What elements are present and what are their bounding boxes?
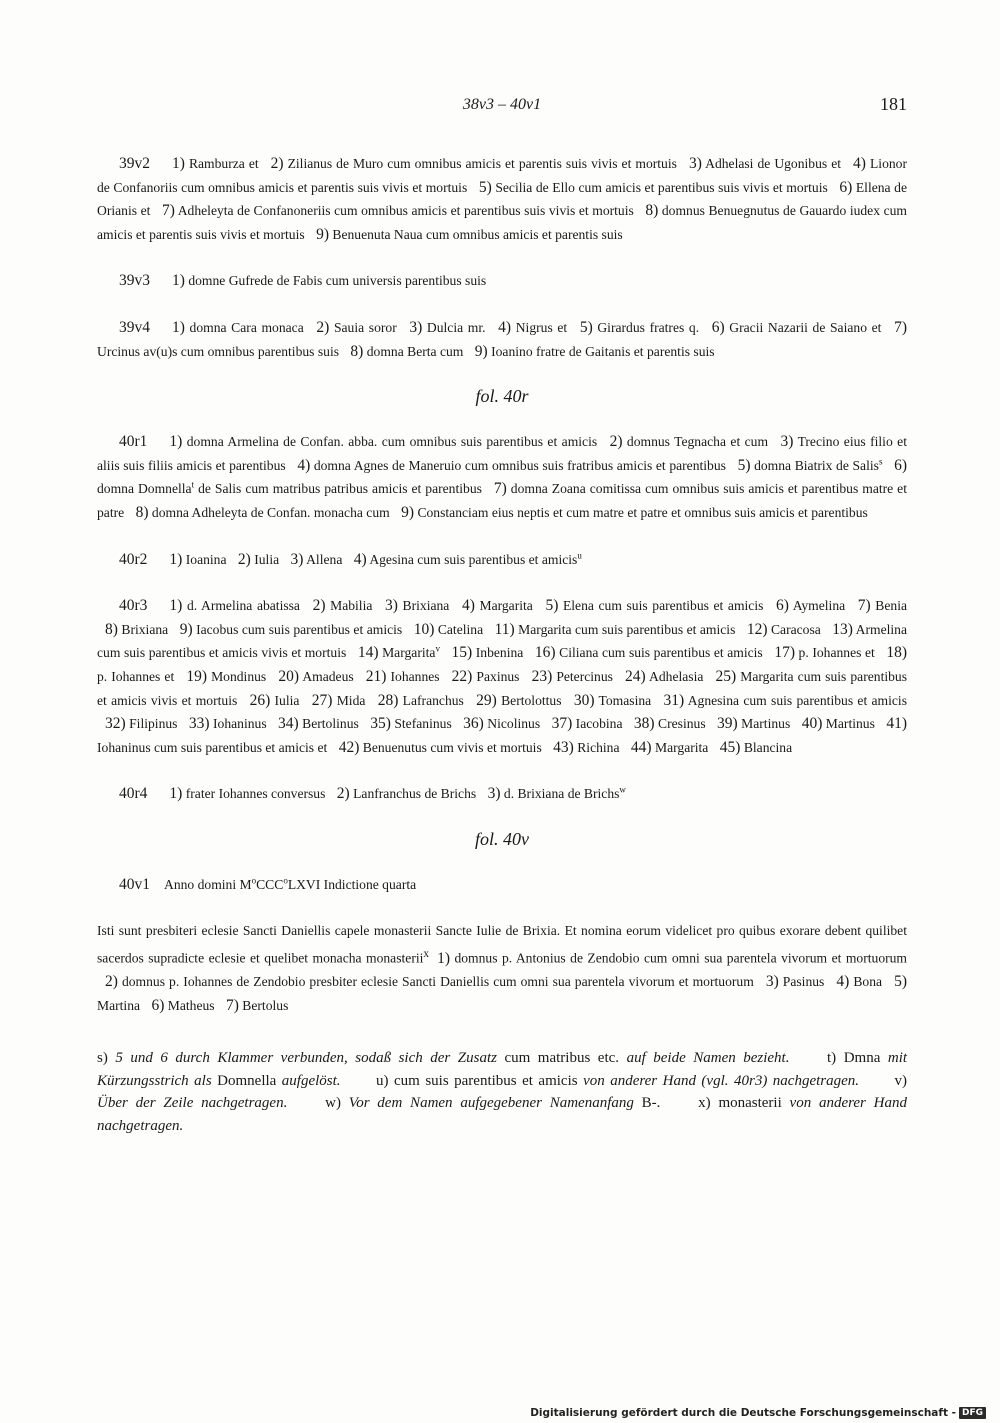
item-number: 2)	[609, 433, 623, 451]
item-text: Bona	[849, 974, 887, 990]
item-number: 3)	[487, 785, 501, 803]
item-number: 18)	[886, 644, 908, 662]
entry-id: 40r1	[119, 433, 148, 451]
item-number: 23)	[531, 667, 553, 685]
item-text: Iulia	[270, 692, 304, 708]
item-text: Elena cum suis parentibus et amicis	[558, 598, 769, 614]
item-number: 7)	[894, 318, 907, 336]
entry	[97, 152, 907, 246]
item-text-tail	[440, 645, 444, 660]
item-number: 7)	[857, 597, 871, 615]
item-text: Margarita	[474, 598, 538, 614]
item-number: 8)	[105, 620, 118, 638]
item-number: 4)	[297, 456, 311, 474]
item-number: 43)	[553, 738, 574, 756]
item-number: 7)	[225, 996, 239, 1014]
item-number: 15)	[451, 644, 473, 662]
item-text: Petercinus	[552, 668, 618, 684]
entry	[97, 430, 907, 524]
footnote-comment: Über der Zeile nachgetragen.	[97, 1095, 288, 1112]
item-text: Adhelasi de Ugonibus et	[701, 156, 846, 171]
footnote-ref: t	[191, 479, 195, 490]
document-page	[97, 92, 907, 1137]
item-text: domna Adheleyta de Confan. monacha cum	[148, 504, 394, 520]
item-number: 2)	[316, 318, 330, 336]
item-number: 40)	[801, 715, 823, 733]
item-text: Ioanino fratre de Gaitanis et parentis suis	[487, 343, 715, 359]
item-text: Benia	[870, 598, 908, 614]
item-text: Armelina cum suis parentibus et amicis vivis et mortuis	[97, 621, 908, 661]
item-text: Aymelina	[788, 598, 850, 614]
item-number: 36)	[463, 715, 484, 733]
item-number: 42)	[338, 738, 360, 756]
item-text: Allena	[303, 551, 346, 567]
footnote-label: s)	[97, 1050, 108, 1067]
running-title: 38v3 – 40v1	[462, 96, 542, 113]
item-text: Ioanina	[182, 551, 230, 567]
item-text: Margarita cum suis parentibus et amicis vivis et mortuis	[97, 668, 908, 708]
item-text: Lanfranchus de Brichs	[349, 786, 480, 802]
page-header	[97, 92, 907, 122]
item-text: p. Iohannes et	[794, 645, 879, 661]
item-text: Benuenuta Naua cum omnibus amicis et parentis suis	[328, 226, 623, 242]
item-text: domnus Benuegnutus de Gauardo iudex cum amicis et parentis suis vivis et mortuis	[97, 203, 907, 242]
footnote-comment: mit Kürzungsstrich als	[97, 1050, 908, 1089]
item-number: 32)	[105, 715, 126, 733]
item-number: 34)	[278, 715, 299, 733]
credit-text: Digitalisierung gefördert durch die Deutsche Forschungsgemeinschaft -	[530, 1407, 956, 1419]
item-number: 38)	[633, 715, 655, 733]
item-text: Amadeus	[298, 668, 358, 684]
entry	[97, 316, 907, 363]
item-text: Blancina	[740, 739, 793, 755]
item-text: Matheus	[164, 997, 218, 1013]
item-number: 1)	[172, 272, 185, 290]
item-text: Paxinus	[472, 668, 524, 684]
entry-40v1	[97, 873, 907, 897]
item-text: Inbenina	[472, 645, 527, 661]
presbiteri-paragraph	[97, 919, 907, 1017]
item-number: 22)	[451, 667, 473, 685]
item-text: Bertolinus	[298, 716, 363, 732]
item-number: 6)	[894, 456, 907, 474]
item-text: Filipinus	[125, 716, 181, 732]
footnote-ref: u	[577, 550, 582, 560]
item-number: 6)	[711, 318, 725, 336]
item-number: 2)	[270, 155, 284, 172]
dfg-logo-icon: DFG	[959, 1407, 986, 1419]
item-text: Mondinus	[207, 668, 271, 684]
item-text: Agesina cum suis parentibus et amicis	[366, 551, 578, 567]
item-text: Martina	[97, 997, 144, 1013]
item-number: 2)	[312, 597, 326, 615]
footnote-comment: Vor dem Namen aufgegebener Namenanfang	[348, 1095, 634, 1112]
item-text: Cresinus	[654, 716, 710, 732]
item-text: domna Armelina de Confan. abba. cum omnibus suis parentibus et amicis	[182, 434, 602, 450]
item-number: 14)	[357, 644, 379, 662]
item-text: Benuenutus cum vivis et mortuis	[359, 739, 546, 755]
entries-40r	[97, 430, 907, 806]
item-number: 28)	[377, 691, 399, 709]
item-text: Adhelasia	[645, 668, 708, 684]
item-number: 4)	[461, 597, 475, 615]
item-text: Margarita	[651, 739, 712, 755]
item-number: 35)	[370, 715, 391, 733]
item-text: Martinus	[737, 716, 794, 732]
item-text: Bertolottus	[496, 692, 566, 708]
footnote-quote: Domnella	[217, 1072, 277, 1089]
item-number: 1)	[169, 550, 183, 568]
folio-heading-40v: fol. 40v	[475, 828, 529, 849]
entry-id: 39v3	[119, 272, 150, 290]
footnote-label: w)	[325, 1095, 341, 1112]
entry-text: Anno domini $M^oCCC^oLXVI$ Indictione quarta	[164, 875, 417, 892]
folio-heading-40r: fol. 40r	[475, 386, 529, 407]
footnote-ref: x	[423, 948, 430, 961]
item-text: Bertolus	[238, 997, 289, 1013]
item-text: Iulia	[250, 551, 283, 567]
entry-id: 39v4	[119, 318, 150, 336]
item-number: 9)	[401, 503, 415, 521]
item-text: Trecino eius filio et aliis suis filiis amicis et parentibus	[97, 434, 907, 473]
item-text: domna Agnes de Maneruio cum omnibus suis fratribus amicis et parentibus	[310, 457, 730, 473]
item-number: 37)	[551, 715, 573, 733]
dfg-credit	[530, 1407, 986, 1419]
entry-id: 39v2	[119, 155, 150, 172]
item-text: Pasinus	[778, 974, 829, 990]
item-text: Brixiana	[117, 621, 172, 637]
item-text: Iohaninus	[209, 716, 271, 732]
entry-id: 40r4	[119, 785, 148, 803]
footnote-comment: 5 und 6 durch Klammer verbunden, sodaß sich der Zusatz	[115, 1050, 497, 1067]
item-number: 8)	[350, 342, 364, 360]
item-number: 8)	[645, 202, 659, 220]
item-number: 41)	[886, 715, 907, 733]
item-number: 1)	[169, 785, 183, 803]
footnote-label: x)	[698, 1095, 711, 1112]
item-text: Adheleyta de Confanoneriis cum omnibus amicis et parentibus suis vivis et mortuis	[174, 203, 638, 219]
item-text: Tomasina	[594, 692, 656, 708]
item-number: 9)	[316, 225, 329, 243]
item-text: frater Iohannes conversus	[182, 786, 329, 802]
item-text: domna Biatrix de Salis	[750, 457, 879, 473]
item-text: domna Domnella	[97, 481, 192, 497]
item-number: 24)	[625, 667, 646, 685]
item-number: 29)	[476, 691, 497, 709]
item-number: 31)	[663, 691, 685, 709]
item-number: 2)	[336, 785, 350, 803]
entry-id: 40v1	[119, 875, 150, 893]
footnote-comment: von anderer Hand (vgl. 40r3) nachgetragen.	[583, 1072, 860, 1089]
item-number: 12)	[746, 620, 768, 638]
entry-id: 40r2	[119, 550, 148, 568]
footnote-ref: w	[619, 784, 626, 795]
item-number: 25)	[715, 667, 737, 685]
footnote	[325, 1095, 660, 1111]
item-text: Catelina	[434, 621, 487, 637]
item-number: 30)	[573, 691, 595, 709]
item-text: Nicolinus	[483, 716, 544, 732]
item-text: domne Gufrede de Fabis cum universis parentibus suis	[184, 273, 487, 289]
item-text: Margarita	[378, 645, 436, 661]
item-number: 1)	[169, 597, 183, 615]
item-text: Zilianus de Muro cum omnibus amicis et parentis suis vivis et mortuis	[283, 156, 681, 171]
footnote-quote: Dmna	[843, 1050, 881, 1067]
item-number: 10)	[413, 620, 435, 638]
item-number: 5)	[894, 973, 907, 991]
item-number: 4)	[836, 973, 850, 991]
item-text: Gracii Nazarii de Saiano et	[724, 319, 887, 335]
item-number: 7)	[493, 480, 507, 498]
item-text: Girardus fratres q.	[592, 319, 704, 335]
item-number: 21)	[365, 667, 387, 685]
item-number: 2)	[237, 550, 251, 568]
item-number: 8)	[135, 503, 149, 521]
footnote	[97, 1050, 789, 1066]
entry-id: 40r3	[119, 597, 148, 615]
footnote	[376, 1073, 859, 1089]
page-number: 181	[880, 94, 907, 114]
item-text: Iohaninus cum suis parentibus et amicis et	[97, 739, 331, 755]
item-number: 1)	[437, 949, 450, 967]
item-number: 6)	[151, 996, 165, 1014]
footnote-label: u)	[376, 1072, 389, 1089]
item-number: 20)	[278, 667, 299, 685]
item-text: Lionor de Confanoriis cum omnibus amicis et parentis suis vivis et mortuis	[97, 156, 907, 195]
footnote-quote: cum suis parentibus et amicis	[394, 1072, 578, 1089]
item-number: 9)	[179, 620, 193, 638]
footnote-quote: B-.	[641, 1095, 661, 1112]
item-text: Mabilia	[325, 598, 377, 614]
item-number: 6)	[776, 597, 789, 615]
item-number: 4)	[353, 550, 367, 568]
item-text: Martinus	[822, 716, 879, 732]
item-number: 9)	[474, 342, 488, 360]
entry	[97, 269, 907, 293]
item-text: Iacobus cum suis parentibus et amicis	[192, 621, 406, 637]
footnote-comment: aufgelöst.	[281, 1072, 341, 1089]
item-number: 1)	[169, 433, 183, 451]
item-number: 7)	[161, 202, 175, 220]
item-number: 1)	[172, 318, 185, 336]
item-text: Caracosa	[767, 621, 825, 637]
item-text: Secilia de Ello cum amicis et parentibus suis vivis et mortuis	[491, 179, 832, 195]
item-number: 3)	[765, 973, 779, 991]
item-number: 44)	[630, 738, 652, 756]
item-text: domnus Tegnacha et cum	[622, 434, 773, 450]
entry	[97, 594, 907, 759]
paragraph-intro: Isti sunt presbiteri eclesie Sancti Daniellis capele monasterii Sancte Iulie de Brixia. Et nomina eorum videlicet pro quibus exorare debent quilibet sacerdos supradicte eclesie et quelibet monacha monasterii	[97, 923, 907, 966]
item-number: 3)	[409, 318, 423, 336]
item-text: Ellena de Orianis et	[97, 179, 907, 219]
item-number: 4)	[853, 155, 866, 172]
item-text: Iohannes	[386, 668, 444, 684]
item-text: domna Cara monaca	[184, 319, 309, 335]
item-text-tail: de Salis cum matribus patribus amicis et parentibus	[194, 481, 486, 497]
item-text: Nigrus et	[511, 319, 572, 335]
item-number: 11)	[494, 620, 515, 638]
item-text: Agnesina cum suis parentibus et amicis	[684, 692, 907, 708]
item-number: 26)	[249, 691, 271, 709]
item-text: Constanciam eius neptis et cum matre et patre et omnibus suis amicis et parentibus	[414, 504, 868, 520]
item-text: Ramburza et	[184, 156, 263, 171]
item-text: d. Brixiana de Brichs	[500, 786, 620, 802]
footnote-label: t)	[827, 1050, 837, 1067]
footnote-quote: monasterii	[718, 1095, 782, 1112]
item-text-tail	[882, 458, 886, 473]
item-text: Ciliana cum suis parentibus et amicis	[555, 645, 767, 661]
item-number: 2)	[105, 973, 118, 991]
item-text: Brixiana	[397, 598, 454, 614]
item-text: Dulcia mr.	[422, 319, 491, 335]
footnote-label: v)	[894, 1072, 908, 1089]
item-number: 17)	[774, 644, 795, 662]
item-number: 27)	[311, 691, 333, 709]
entry	[97, 782, 907, 806]
item-number: 5)	[545, 597, 559, 615]
item-number: 45)	[719, 738, 741, 756]
item-number: 39)	[717, 715, 738, 733]
item-number: 13)	[832, 620, 853, 638]
footnote-ref: v	[435, 643, 440, 654]
item-number: 6)	[839, 178, 853, 196]
item-number: 5)	[737, 456, 751, 474]
item-number: 1)	[172, 155, 185, 172]
footnote-ref: s	[878, 456, 883, 467]
entry	[97, 548, 907, 572]
item-text: Urcinus av(u)s cum omnibus parentibus suis	[97, 343, 343, 359]
item-number: 3)	[688, 155, 702, 172]
item-text: Lafranchus	[398, 692, 469, 708]
item-text: Sauia soror	[329, 319, 402, 335]
item-number: 33)	[188, 715, 210, 733]
item-text: Iacobina	[572, 716, 626, 732]
item-number: 3)	[780, 433, 794, 451]
footnote-comment: von anderer Hand nachgetragen.	[97, 1095, 907, 1134]
item-text: domna Berta cum	[363, 343, 467, 359]
item-text: domnus p. Antonius de Zendobio cum omni sua parentela vivorum et mortuorum	[450, 950, 908, 966]
item-text: domnus p. Iohannes de Zendobio presbiter eclesie Sancti Daniellis cum omni sua parentela vivorum et mortuorum	[117, 974, 758, 990]
item-number: 19)	[186, 667, 207, 685]
item-number: 5)	[579, 318, 593, 336]
footnotes	[97, 1047, 907, 1137]
item-number: 3)	[290, 550, 304, 568]
item-number: 3)	[385, 597, 398, 615]
footnote-comment: auf beide Namen bezieht.	[626, 1050, 790, 1067]
item-number: 16)	[534, 644, 556, 662]
footnote-quote: cum matribus etc.	[504, 1050, 620, 1067]
item-text: Stefaninus	[390, 716, 456, 732]
entries-39v	[97, 152, 907, 363]
item-text: d. Armelina abatissa	[182, 598, 305, 614]
item-text: Mida	[332, 692, 370, 708]
item-number: 4)	[498, 318, 512, 336]
item-text: p. Iohannes et	[97, 668, 179, 684]
item-text: Richina	[573, 739, 623, 755]
item-text: domna Zoana comitissa cum omnibus suis amicis et parentibus matre et patre	[97, 481, 907, 520]
item-number: 5)	[478, 178, 492, 196]
item-text: Margarita cum suis parentibus et amicis	[514, 621, 739, 637]
